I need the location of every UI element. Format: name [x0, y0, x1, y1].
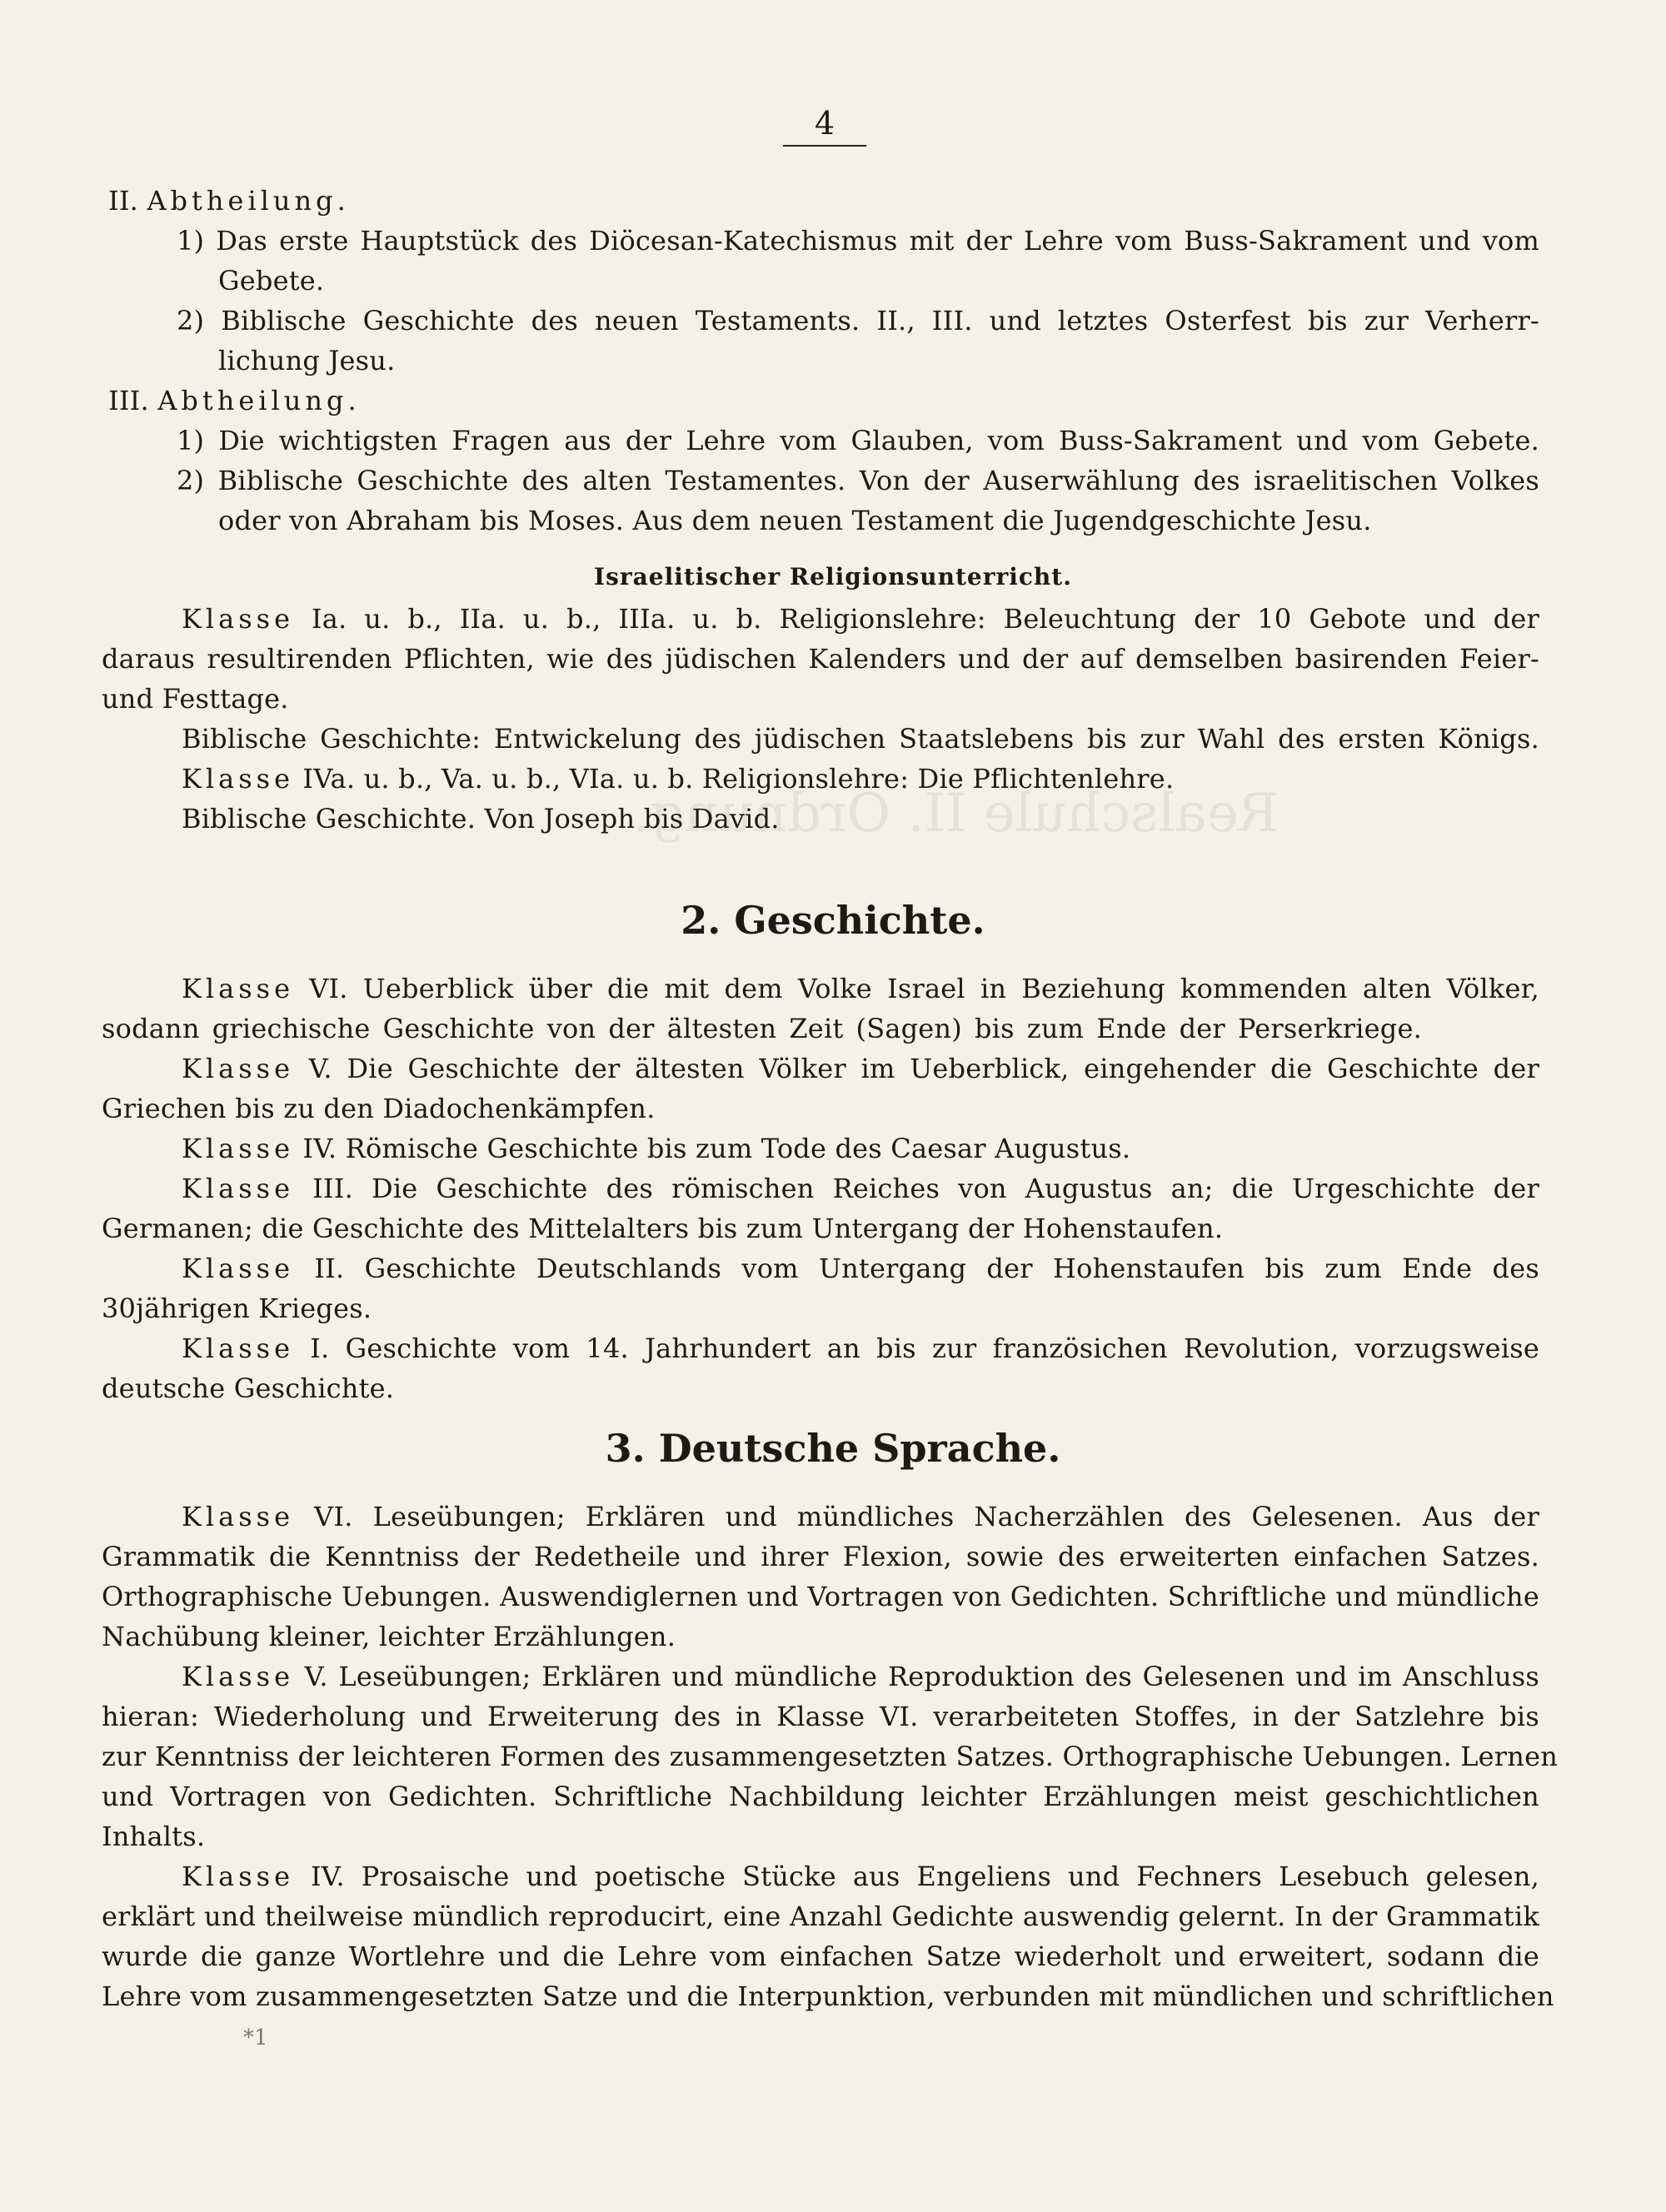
geschichte-line-3: Klasse V. Die Geschichte der ältesten Völker im Ueberblick, eingehender die Geschichte der — [182, 1053, 1539, 1084]
deutsch-line-5: Klasse V. Leseübungen; Erklären und mündliche Reproduktion des Gelesenen und im Anschluss — [182, 1661, 1539, 1692]
geschichte-line-2: sodann griechische Geschichte von der ältesten Zeit (Sagen) bis zum Ende der Perserkriege. — [102, 1013, 1422, 1044]
geschichte-heading: 2. Geschichte. — [681, 898, 985, 943]
deutsch-line-3: Orthographische Uebungen. Auswendiglernen und Vortragen von Gedichten. Schriftliche und mündliche — [102, 1581, 1539, 1612]
deutsch-line-10: Klasse IV. Prosaische und poetische Stücke aus Engeliens und Fechners Lesebuch gelesen, — [182, 1861, 1540, 1892]
israel-p1-line3: und Festtage. — [102, 683, 289, 715]
israel-p1-line1: Klasse Ia. u. b., IIa. u. b., IIIa. u. b. Religionslehre: Beleuchtung der 10 Gebote und der — [182, 603, 1539, 635]
israel-heading: Israelitischer Religionsunterricht. — [594, 563, 1072, 590]
abt2-item-2-line1: 2) Biblische Geschichte des neuen Testaments. II., III. und letztes Osterfest bis zur Verherr- — [177, 305, 1540, 336]
deutsch-line-12: wurde die ganze Wortlehre und die Lehre vom einfachen Satze wiederholt und erweitert, sodann die — [102, 1940, 1539, 1972]
abt3-item-2-line2: oder von Abraham bis Moses. Aus dem neuen Testament die Jugendgeschichte Jesu. — [218, 505, 1372, 536]
deutsch-line-2: Grammatik die Kenntniss der Redetheile und ihrer Flexion, sowie des erweiterten einfachen Satzes. — [102, 1541, 1539, 1572]
deutsch-heading: 3. Deutsche Sprache. — [605, 1426, 1061, 1471]
geschichte-line-8: Klasse II. Geschichte Deutschlands vom Untergang der Hohenstaufen bis zum Ende des — [182, 1253, 1539, 1284]
deutsch-line-7: zur Kenntniss der leichteren Formen des zusammengesetzten Satzes. Orthographische Uebungen. Lernen — [102, 1741, 1559, 1772]
israel-p2: Biblische Geschichte: Entwickelung des jüdischen Staatslebens bis zur Wahl des ersten Königs. — [182, 723, 1539, 755]
israel-p3: Klasse IVa. u. b., Va. u. b., VIa. u. b. Religionslehre: Die Pflichtenlehre. — [182, 763, 1175, 795]
abt3-item-2-line1: 2) Biblische Geschichte des alten Testamentes. Von der Auserwählung des israelitischen Volkes — [177, 465, 1540, 496]
geschichte-line-9: 30jährigen Krieges. — [102, 1293, 372, 1324]
abt2-item-2-line2: lichung Jesu. — [218, 345, 396, 376]
geschichte-line-1: Klasse VI. Ueberblick über die mit dem Volke Israel in Beziehung kommenden alten Völker, — [182, 973, 1539, 1004]
geschichte-line-10: Klasse I. Geschichte vom 14. Jahrhundert an bis zur französichen Revolution, vorzugsweise — [182, 1333, 1539, 1364]
deutsch-line-4: Nachübung kleiner, leichter Erzählungen. — [102, 1621, 676, 1652]
abt3-item-1-line1: 1) Die wichtigsten Fragen aus der Lehre vom Glauben, vom Buss-Sakrament und vom Gebete. — [177, 425, 1539, 456]
deutsch-line-8: und Vortragen von Gedichten. Schriftliche Nachbildung leichter Erzählungen meist geschichtlichen — [102, 1781, 1539, 1812]
deutsch-line-1: Klasse VI. Leseübungen; Erklären und mündliches Nacherzählen des Gelesenen. Aus der — [182, 1501, 1539, 1532]
deutsch-line-9: Inhalts. — [102, 1821, 206, 1852]
geschichte-line-4: Griechen bis zu den Diadochenkämpfen. — [102, 1093, 656, 1124]
footnote-signature: *1 — [243, 2025, 268, 2050]
abteilung-iii-heading: III. Abtheilung. — [108, 385, 361, 416]
israel-p1-line2: daraus resultirenden Pflichten, wie des jüdischen Kalenders und der auf demselben basirenden Feier- — [102, 643, 1539, 675]
israel-p4: Biblische Geschichte. Von Joseph bis David. — [182, 803, 780, 834]
geschichte-line-6: Klasse III. Die Geschichte des römischen Reiches von Augustus an; die Urgeschichte der — [182, 1173, 1539, 1204]
page-number: 4 — [783, 105, 866, 147]
deutsch-line-13: Lehre vom zusammengesetzten Satze und die Interpunktion, verbunden mit mündlichen und schriftlichen — [102, 1980, 1554, 2012]
abt2-item-1-line2: Gebete. — [218, 265, 325, 296]
bleed-through-text: Realschule II. Ordnung. — [633, 783, 1279, 844]
geschichte-line-7: Germanen; die Geschichte des Mittelalters bis zum Untergang der Hohenstaufen. — [102, 1213, 1224, 1244]
abt2-item-1-line1: 1) Das erste Hauptstück des Diöcesan-Katechismus mit der Lehre vom Buss-Sakrament und vom — [177, 225, 1539, 257]
deutsch-line-11: erklärt und theilweise mündlich reproducirt, eine Anzahl Gedichte auswendig gelernt. In der Grammatik — [102, 1901, 1539, 1932]
geschichte-line-11: deutsche Geschichte. — [102, 1373, 395, 1404]
abteilung-ii-heading: II. Abtheilung. — [108, 185, 350, 217]
geschichte-line-5: Klasse IV. Römische Geschichte bis zum Tode des Caesar Augustus. — [182, 1133, 1131, 1164]
deutsch-line-6: hieran: Wiederholung und Erweiterung des in Klasse VI. verarbeiteten Stoffes, in der Satzlehre bis — [102, 1701, 1539, 1732]
